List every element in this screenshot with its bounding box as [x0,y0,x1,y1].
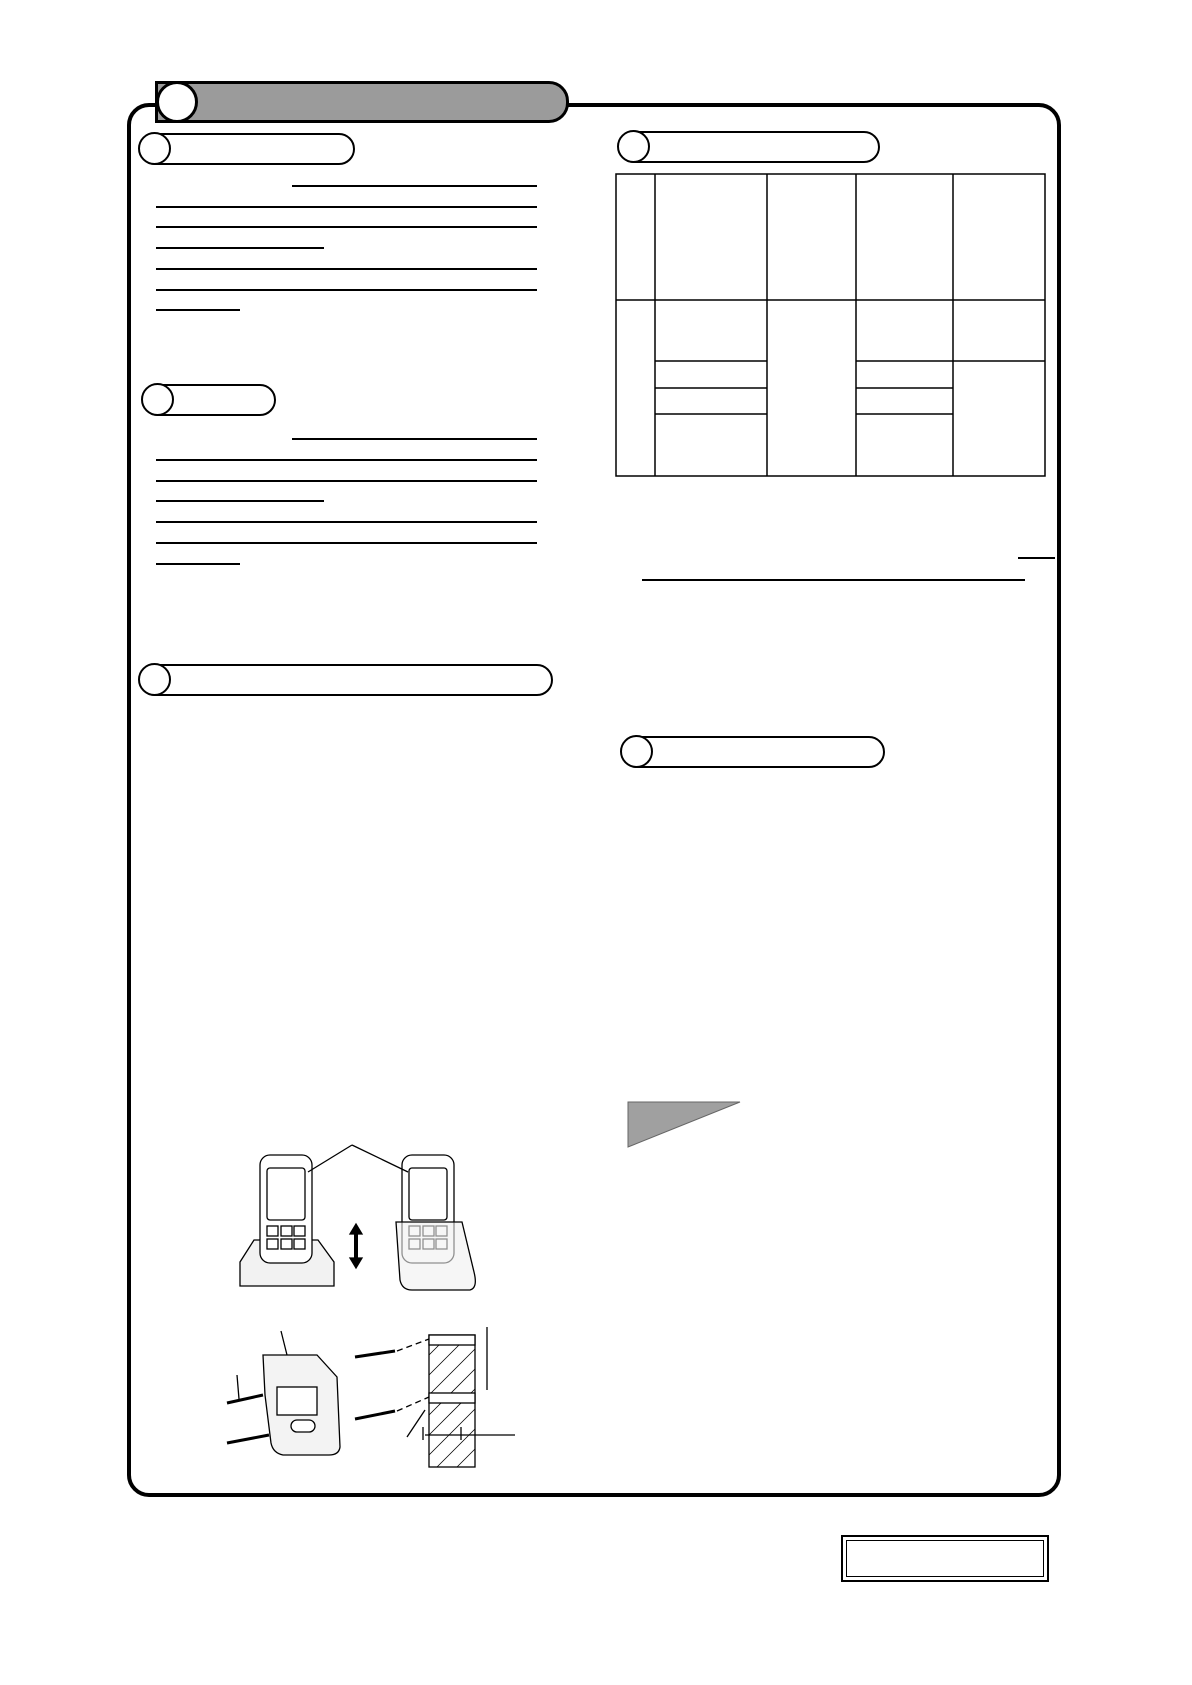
text-rule [156,521,537,523]
text-rule [156,206,537,208]
text-rule [156,459,537,461]
text-rule [156,247,324,249]
section-header-d [618,131,880,163]
section-b-circle-marker [141,383,174,416]
page-stamp-box [841,1535,1049,1582]
section-e-circle-marker [620,735,653,768]
section-header-a [139,133,355,165]
section-header-e [621,736,885,768]
text-rule [292,438,537,440]
text-rule [642,579,1025,581]
text-rule [156,480,537,482]
section-header-c [139,664,553,696]
text-rule [156,268,537,270]
section-a-circle-marker [138,132,171,165]
text-rule [292,185,537,187]
text-rule [1018,557,1055,559]
text-rule [156,563,240,565]
text-rule [156,289,537,291]
text-rule [156,500,324,502]
section-header-b [142,384,276,416]
note-flag [628,1100,742,1148]
section-c-circle-marker [138,663,171,696]
banner-circle-marker [156,81,198,123]
text-rule [156,542,537,544]
text-rule [156,309,240,311]
page-stamp-inner [846,1540,1044,1577]
top-banner [155,81,569,123]
wall-mount-illustration [225,1315,515,1495]
text-rule [156,226,537,228]
remote-holder-illustration [230,1140,530,1300]
section-d-circle-marker [617,130,650,163]
